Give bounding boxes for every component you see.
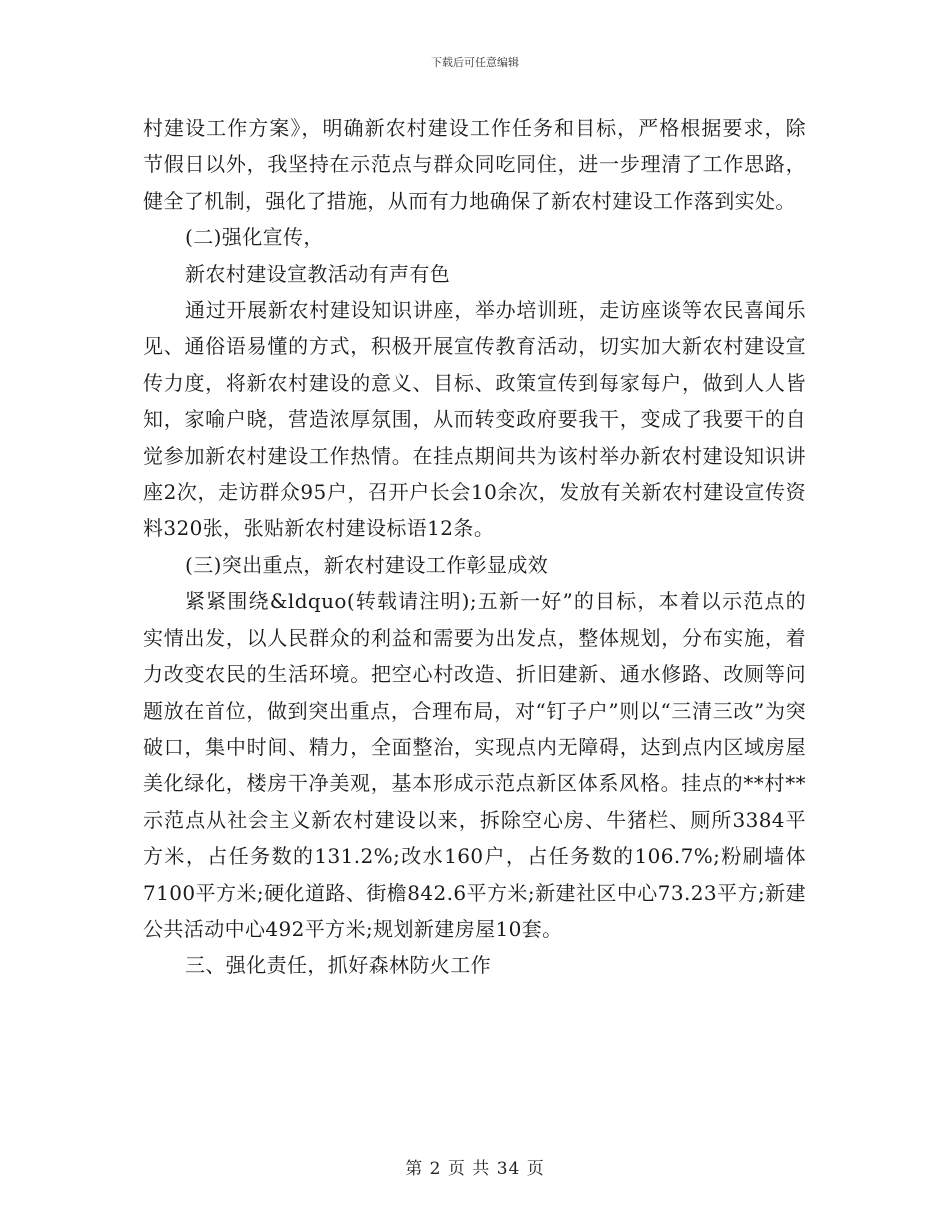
page-header: 下载后可任意编辑 bbox=[431, 56, 519, 69]
paragraph-key-points: 紧紧围绕&ldquo(转载请注明);五新一好”的目标，本着以示范点的实情出发，以人民群众的利益和需要为出发点，整体规划，分布实施，着力改变农民的生活环境。把空心村改造、折旧建新、通水修路、改厕等问题放在首位，做到突出重点，合理布局，对“钉子户”则以“三清三改”为突破口，集中时间、精力，全面整治，实现点内无障碍，达到点内区域房屋美化绿化，楼房干净美观，基本形成示范点新区体系风格。挂点的**村**示范点从社会主义新农村建设以来，拆除空心房、牛猪栏、厕所3384平方米，占任务数的131.2%;改水160户，占任务数的106.7%;粉刷墙体7100平方米;硬化道路、街檐842.6平方米;新建社区中心73.23平方;新建公共活动中心492平方米;规划新建房屋10套。 bbox=[143, 589, 806, 941]
paragraph-continuation: 村建设工作方案》，明确新农村建设工作任务和目标，严格根据要求，除节假日以外，我坚持在示范点与群众同吃同住，进一步理清了工作思路，健全了机制，强化了措施，从而有力地确保了新农村建设工作落到实处。 bbox=[143, 116, 806, 213]
paragraph-publicity: 通过开展新农村建设知识讲座，举办培训班，走访座谈等农民喜闻乐见、通俗语易懂的方式，积极开展宣传教育活动，切实加大新农村建设宣传力度，将新农村建设的意义、目标、政策宣传到每家每户，做到人人皆知，家喻户晓，营造浓厚氛围，从而转变政府要我干，变成了我要干的自觉参加新农村建设工作热情。在挂点期间共为该村举办新农村建设知识讲座2次，走访群众95户，召开户长会10余次，发放有关新农村建设宣传资料320张，张贴新农村建设标语12条。 bbox=[143, 298, 806, 541]
document-body bbox=[143, 110, 806, 984]
section-subheading-publicity: 新农村建设宣教活动有声有色 bbox=[185, 261, 451, 286]
page-number: 第 2 页 共 34 页 bbox=[405, 1159, 545, 1179]
section-heading-publicity: (二)强化宣传， bbox=[185, 225, 324, 250]
section-heading-forest-fire: 三、强化责任，抓好森林防火工作 bbox=[185, 953, 491, 978]
section-heading-key-points: (三)突出重点，新农村建设工作彰显成效 bbox=[185, 552, 549, 577]
